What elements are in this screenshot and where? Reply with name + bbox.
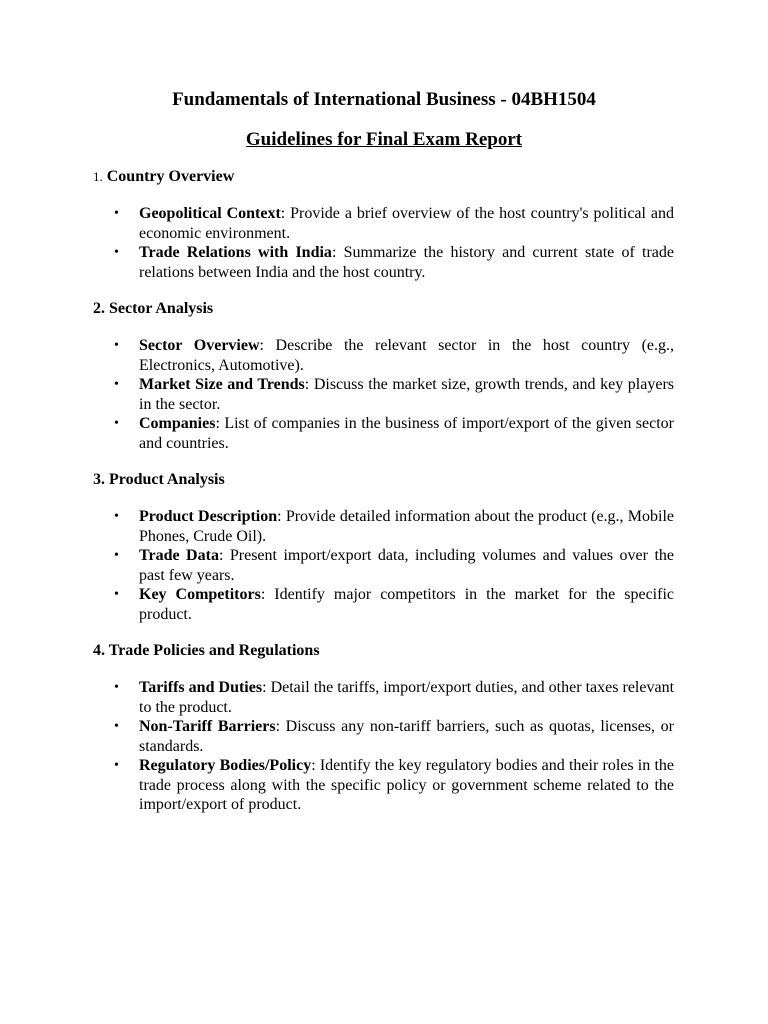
item-text: : Identify the key regulatory bodies and their roles in the trade process along with the specific policy or government scheme related to the import/export of product. <box>139 757 674 813</box>
list-item-product-description <box>139 507 674 546</box>
list-item-trade-data <box>139 546 674 585</box>
item-text: : Discuss the market size, growth trends, and key players in the sector. <box>139 376 674 413</box>
bullet-icon: • <box>114 719 119 734</box>
item-text: : Provide detailed information about the product (e.g., Mobile Phones, Crude Oil). <box>139 508 675 545</box>
section-heading-country-overview <box>93 167 234 187</box>
item-text: : Identify major competitors in the market for the specific product. <box>139 586 674 623</box>
section-heading-sector-analysis <box>93 299 213 319</box>
list-item-non-tariff-barriers <box>139 717 674 756</box>
item-text: : Present import/export data, including volumes and values over the past few years. <box>139 547 675 584</box>
list-item-market-size <box>139 375 674 414</box>
bullet-icon: • <box>114 377 119 392</box>
list-item-geopolitical-context <box>139 204 674 243</box>
item-text: : Summarize the history and current state of trade relations between India and the host country. <box>139 244 675 281</box>
item-term: Product Description <box>139 508 278 525</box>
bullet-icon: • <box>114 245 119 260</box>
section-title: Sector Analysis <box>109 300 214 317</box>
item-term: Sector Overview <box>139 337 260 354</box>
list-item-key-competitors <box>139 585 674 624</box>
item-term: Non-Tariff Barriers <box>139 718 276 735</box>
document-title: Fundamentals of International Business - 04BH1504 <box>172 89 596 110</box>
section-heading-product-analysis <box>93 470 225 490</box>
item-text: : Detail the tariffs, import/export duties, and other taxes relevant to the product. <box>139 679 675 716</box>
section-heading-trade-policies <box>93 641 320 661</box>
item-term: Tariffs and Duties <box>139 679 263 696</box>
item-term: Key Competitors <box>139 586 261 603</box>
item-text: : Describe the relevant sector in the host country (e.g., Electronics, Automotive). <box>139 337 675 374</box>
list-item-regulatory-bodies <box>139 756 674 815</box>
list-item-tariffs-duties <box>139 678 674 717</box>
item-text: : Provide a brief overview of the host country's political and economic environment. <box>139 205 674 242</box>
bullet-icon: • <box>114 680 119 695</box>
bullet-icon: • <box>114 587 119 602</box>
section-title: Product Analysis <box>109 471 225 488</box>
list-item-sector-overview <box>139 336 674 375</box>
item-term: Companies <box>139 415 216 432</box>
bullet-icon: • <box>114 338 119 353</box>
bullet-icon: • <box>114 206 119 221</box>
item-text: : Discuss any non-tariff barriers, such as quotas, licenses, or standards. <box>139 718 675 755</box>
bullet-icon: • <box>114 416 119 431</box>
item-term: Geopolitical Context <box>139 205 281 222</box>
section-title: Trade Policies and Regulations <box>108 642 320 659</box>
section-number: 4. <box>93 642 105 659</box>
document-subtitle: Guidelines for Final Exam Report <box>245 129 523 150</box>
section-number: 2. <box>93 300 105 317</box>
item-term: Regulatory Bodies/Policy <box>139 757 312 774</box>
bullet-icon: • <box>114 548 119 563</box>
item-text: : List of companies in the business of import/export of the given sector and countries. <box>139 415 674 452</box>
item-term: Market Size and Trends <box>139 376 305 393</box>
section-title: Country Overview <box>106 168 235 185</box>
item-term: Trade Relations with India <box>139 244 332 261</box>
section-number: 1. <box>93 169 103 184</box>
item-term: Trade Data <box>139 547 219 564</box>
bullet-icon: • <box>114 509 119 524</box>
list-item-trade-relations <box>139 243 674 282</box>
section-number: 3. <box>93 471 105 488</box>
bullet-icon: • <box>114 758 119 773</box>
list-item-companies <box>139 414 674 453</box>
